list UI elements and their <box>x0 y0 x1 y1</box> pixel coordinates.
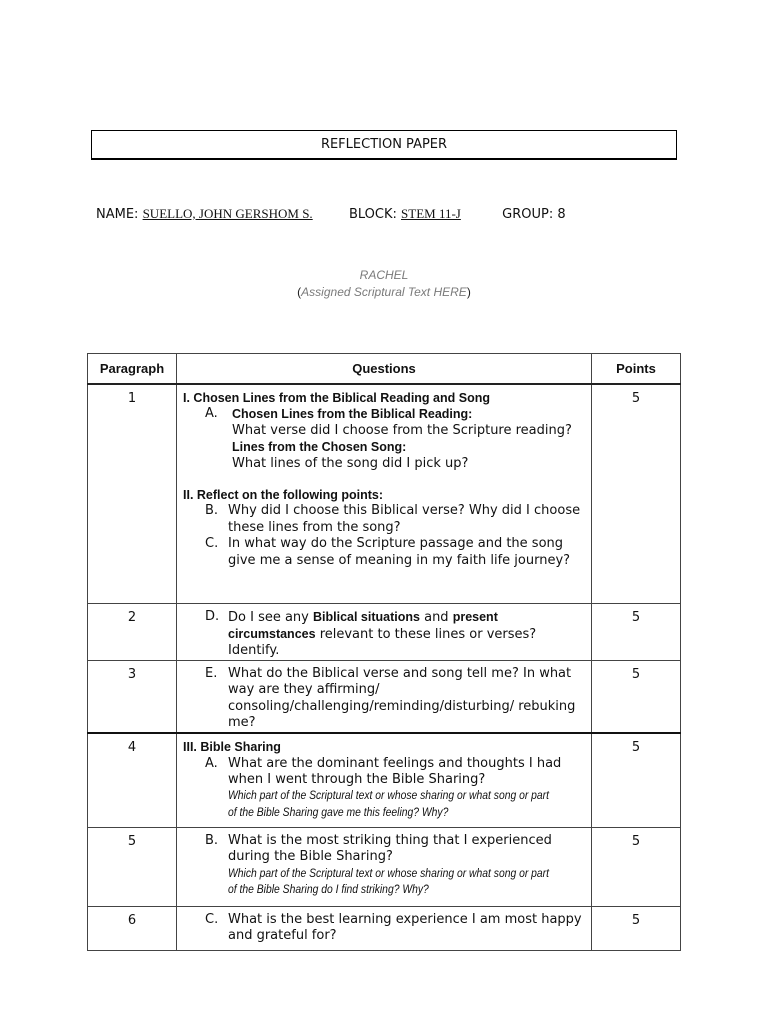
section-heading: III. Bible Sharing <box>183 740 281 755</box>
questions-cell <box>177 733 592 827</box>
table-row <box>88 384 681 603</box>
list-item: B. Why did I choose this Biblical verse? Why did I choose these lines from the song? <box>205 503 581 535</box>
table-row <box>88 603 681 660</box>
note: of the Bible Sharing do I find striking? Why? <box>228 884 429 897</box>
header-questions: Questions <box>177 354 592 385</box>
list-item: B. What is the most striking thing that I experienced during the Bible Sharing? Which part of the Scriptural text or whose sharing or what song or part of the Bible Sharing do I find striking? Why? <box>183 833 585 899</box>
table-header-row <box>88 354 681 385</box>
section-heading: I. Chosen Lines from the Biblical Reading and Song <box>183 391 490 405</box>
section-heading: II. Reflect on the following points: <box>183 488 383 503</box>
header-points: Points <box>592 354 681 385</box>
questions-cell <box>177 384 592 603</box>
table-row <box>88 906 681 950</box>
paragraph-cell: 1 <box>88 384 177 603</box>
table-row <box>88 660 681 733</box>
questions-cell <box>177 827 592 906</box>
assigned-text: Assigned Scriptural Text HERE <box>301 285 467 299</box>
questions-cell <box>177 660 592 733</box>
group-label: GROUP: <box>502 207 554 222</box>
paragraph-cell: 5 <box>88 827 177 906</box>
points-cell: 5 <box>592 603 681 660</box>
table-row <box>88 733 681 827</box>
list-item: E. What do the Biblical verse and song tell me? In what way are they affirming/ consoling/challenging/reminding/disturbing/ rebuking me? <box>205 665 576 730</box>
paragraph-cell: 4 <box>88 733 177 827</box>
note: of the Bible Sharing gave me this feeling? Why? <box>228 806 449 819</box>
note: Which part of the Scriptural text or whose sharing or what song or part <box>228 790 550 803</box>
paren-open: ( <box>297 285 302 299</box>
paragraph-cell: 6 <box>88 906 177 950</box>
reflection-table <box>87 353 681 951</box>
name-value: SUELLO, JOHN GERSHOM S. <box>142 206 313 221</box>
block-label: BLOCK: <box>348 207 397 222</box>
list-item: C. What is the best learning experience I am most happy and grateful for? <box>205 911 582 944</box>
points-cell: 5 <box>592 660 681 733</box>
list-item: D. Do I see any Biblical situations and present circumstances relevant to these lines or verses? Identify. <box>205 608 537 659</box>
points-cell: 5 <box>592 733 681 827</box>
points-cell: 5 <box>592 827 681 906</box>
points-cell: 5 <box>592 384 681 603</box>
questions-cell <box>177 603 592 660</box>
list-item: A. Chosen Lines from the Biblical Reading: What verse did I choose from the Scripture reading? Lines from the Chosen Song: What lines of the song did I pick up? <box>205 406 572 471</box>
questions-cell <box>177 906 592 950</box>
block-value: STEM 11-J <box>401 206 461 221</box>
table-row <box>88 827 681 906</box>
points-cell: 5 <box>592 906 681 950</box>
student-info-row <box>96 206 566 222</box>
group-value: 8 <box>557 207 566 222</box>
note: Which part of the Scriptural text or whose sharing or what song or part <box>228 867 550 880</box>
paren-close: ) <box>466 285 471 299</box>
list-item: C. In what way do the Scripture passage and the song give me a sense of meaning in my faith life journey? <box>205 536 571 568</box>
page-title: REFLECTION PAPER <box>91 130 677 160</box>
scripture-name: RACHEL <box>359 268 409 282</box>
paragraph-cell: 3 <box>88 660 177 733</box>
list-item: A. What are the dominant feelings and thoughts I had when I went through the Bible Sharing? Which part of the Scriptural text or whose sharing or what song or part of the Bible Sharing gave me this feeling? Why? <box>183 756 585 822</box>
paragraph-cell: 2 <box>88 603 177 660</box>
name-label: NAME: <box>96 207 139 222</box>
header-paragraph: Paragraph <box>88 354 177 385</box>
assigned-text-line <box>0 285 768 299</box>
